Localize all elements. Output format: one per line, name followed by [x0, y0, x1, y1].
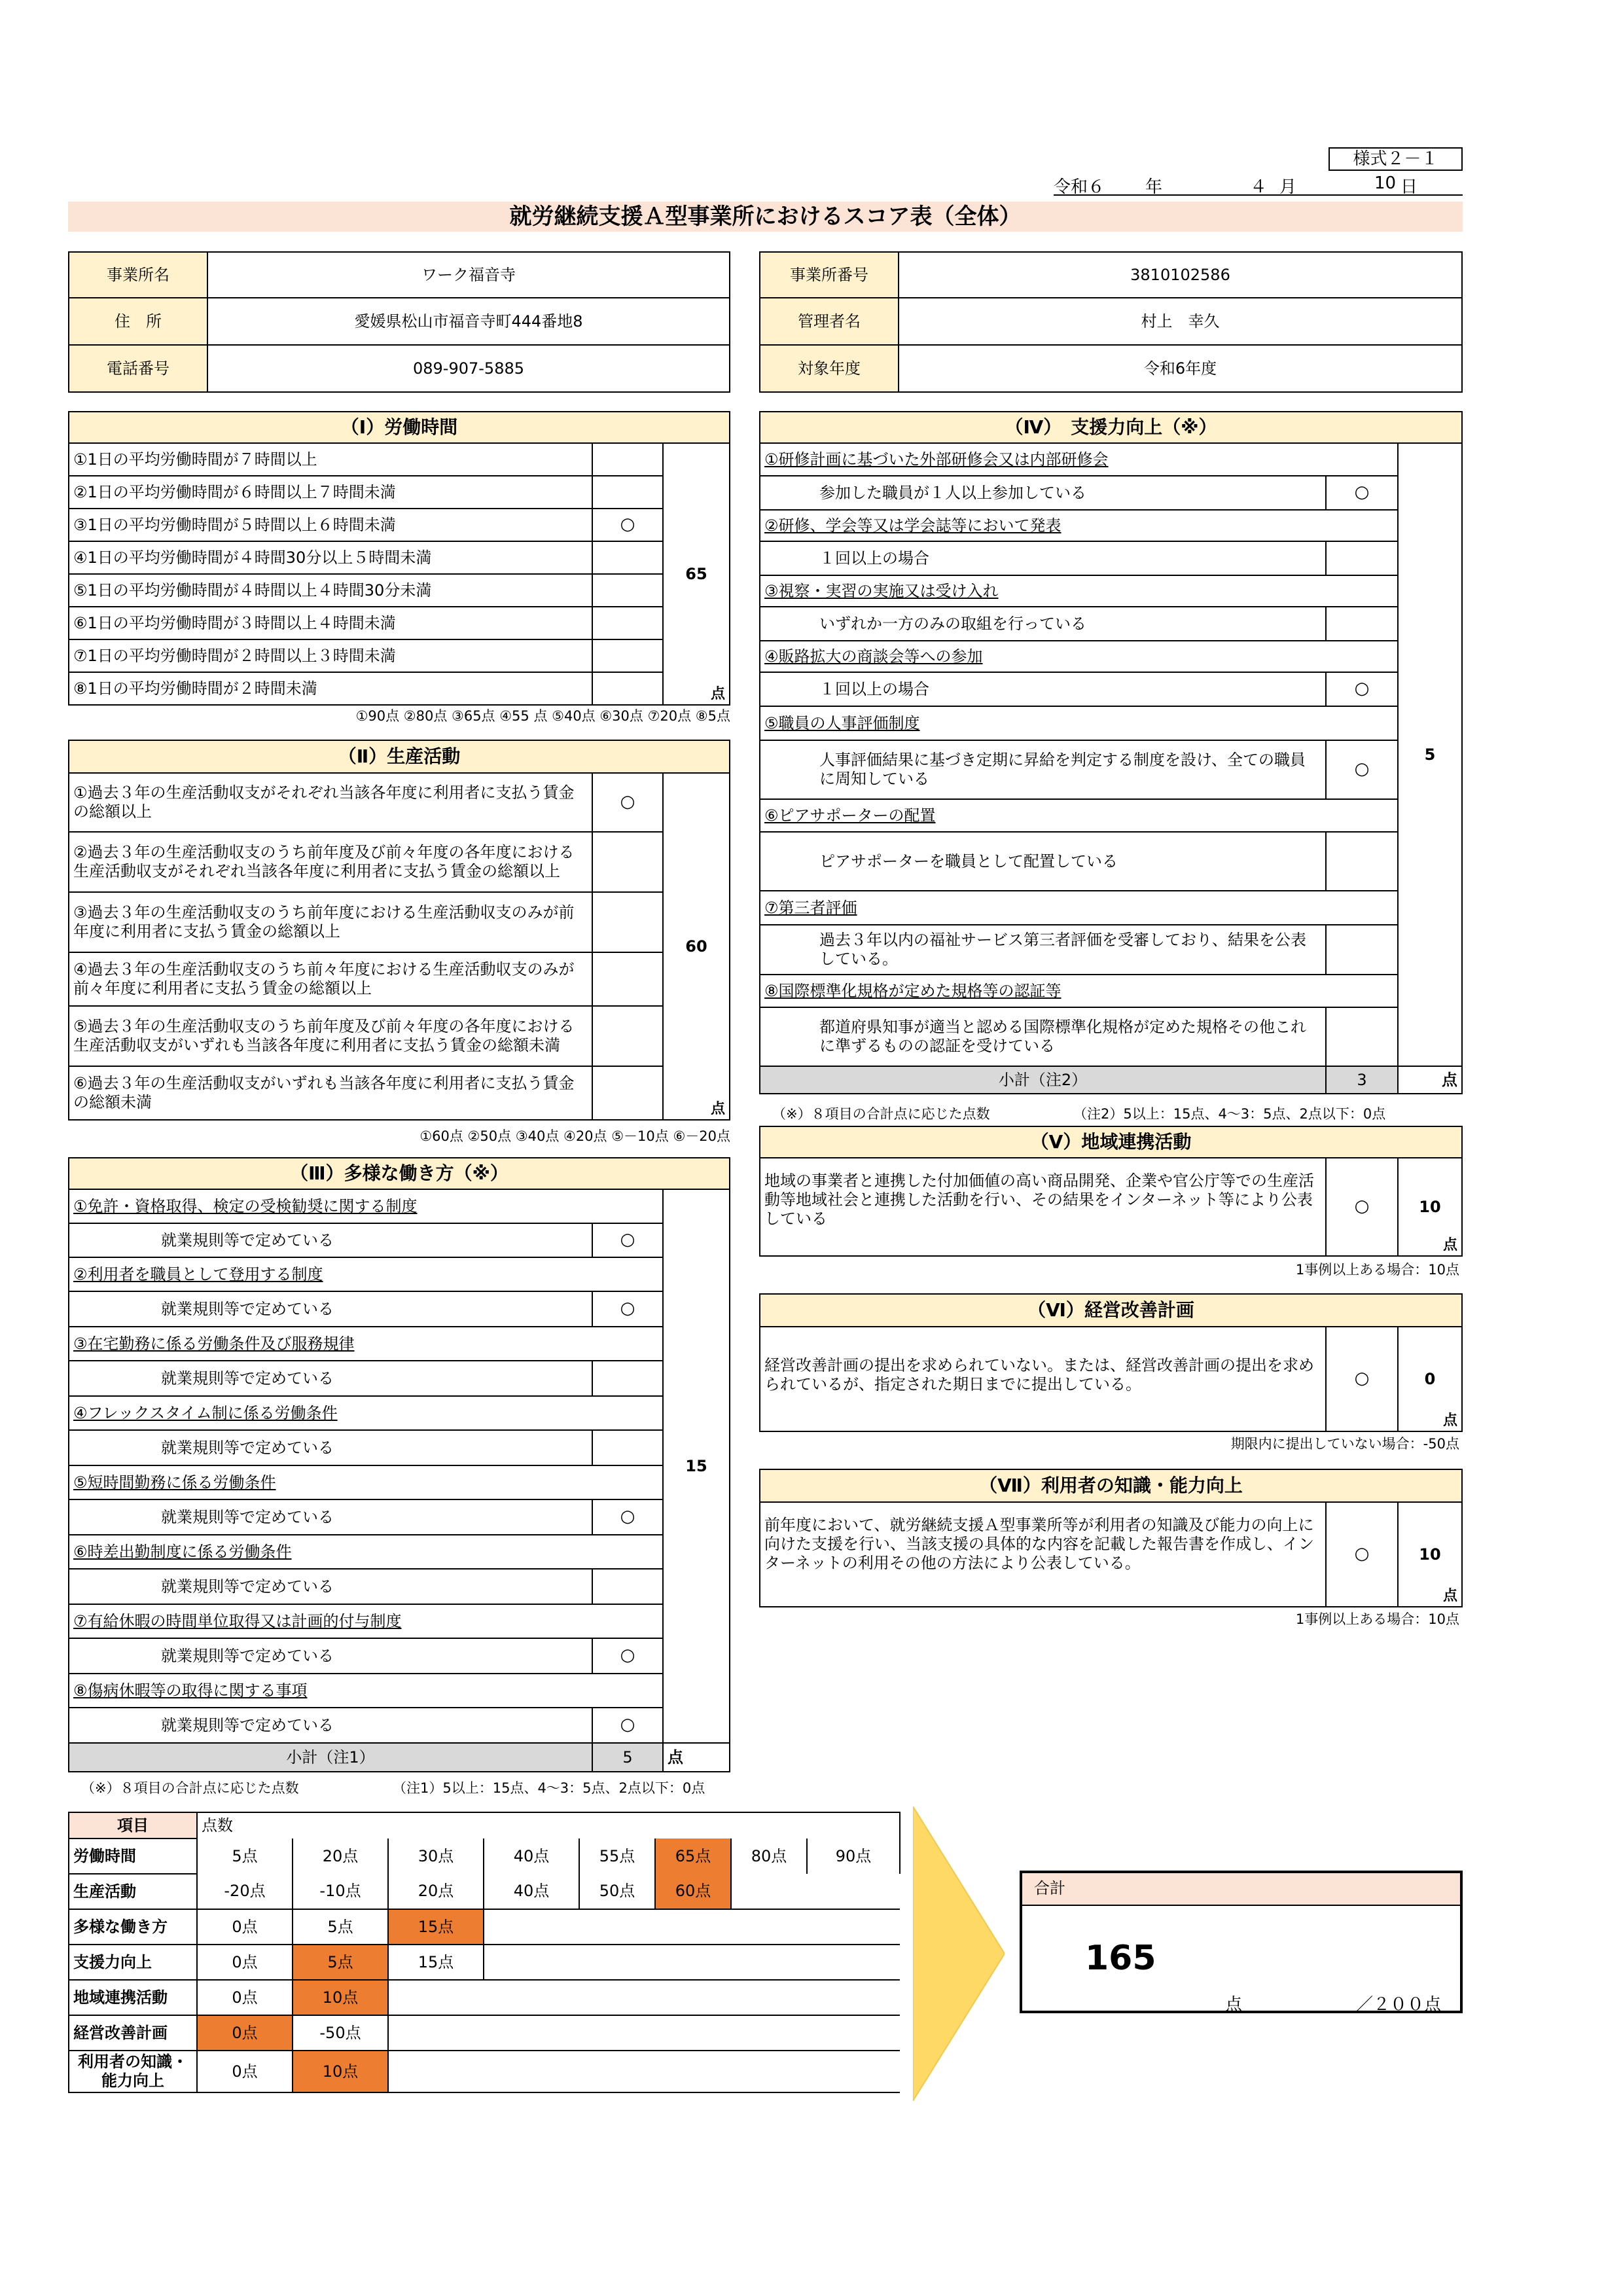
s4-item-sub: いずれか一方のみの取組を行っている — [760, 607, 1326, 641]
s1-item: ⑧1日の平均労働時間が２時間未満 — [69, 672, 592, 705]
section-1-title: （Ⅰ）労働時間 — [69, 412, 730, 443]
s2-unit: 点 — [710, 1100, 725, 1117]
summary-empty-cell — [484, 1980, 579, 2015]
s4-item-heading: ②研修、学会等又は学会誌等において発表 — [760, 510, 1398, 541]
summary-cell: 5点 — [293, 1909, 388, 1945]
info-value: 令和6年度 — [899, 345, 1462, 392]
s6-score: 0 — [1424, 1369, 1436, 1388]
summary-cell: 30点 — [388, 1839, 484, 1874]
summary-cell: 80点 — [731, 1839, 807, 1874]
summary-empty-cell — [655, 1980, 731, 2015]
s3-check-mark — [592, 1430, 663, 1465]
summary-empty-cell — [579, 2051, 655, 2092]
s5-check-mark: ○ — [1326, 1158, 1398, 1256]
s4-check-mark: ○ — [1326, 672, 1398, 706]
s4-check-mark — [1326, 607, 1398, 641]
summary-empty-cell — [655, 2015, 731, 2051]
s1-item: ①1日の平均労働時間が７時間以上 — [69, 443, 592, 476]
summary-cell: 5点 — [197, 1839, 293, 1874]
summary-empty-cell — [655, 1945, 731, 1980]
s3-check-mark: ○ — [592, 1223, 663, 1257]
s5-text: 地域の事業者と連携した付加価値の高い商品開発、企業や官公庁等での生産活動等地域社会と連携した活動を行い、その結果をインターネット等により公表している — [760, 1158, 1326, 1256]
s4-item-heading: ④販路拡大の商談会等への参加 — [760, 641, 1398, 672]
s4-check-mark — [1326, 832, 1398, 891]
s3-item-sub: 就業規則等で定めている — [69, 1499, 592, 1535]
date-month: ４ — [1250, 177, 1268, 197]
summary-cell: 0点 — [197, 1980, 293, 2015]
summary-cell: 20点 — [293, 1839, 388, 1874]
info-label: 事業所番号 — [760, 252, 899, 298]
s4-item-heading: ⑥ピアサポーターの配置 — [760, 799, 1398, 832]
s3-check-mark: ○ — [592, 1291, 663, 1327]
s4-check-mark — [1326, 925, 1398, 975]
s4-item-sub: １回以上の場合 — [760, 672, 1326, 706]
summary-empty-cell — [388, 1980, 484, 2015]
summary-cell: -50点 — [293, 2015, 388, 2051]
summary-col-points: 点数 — [197, 1812, 900, 1839]
s3-note-a: （※）８項目の合計点に応じた点数 — [81, 1780, 299, 1796]
section-6-title: （Ⅵ）経営改善計画 — [760, 1294, 1462, 1327]
summary-empty-cell — [484, 2051, 579, 2092]
s1-score: 65 — [685, 564, 707, 583]
summary-empty-cell — [655, 2051, 731, 2092]
info-label: 住 所 — [69, 298, 207, 345]
s7-text: 前年度において、就労継続支援Ａ型事業所等が利用者の知識及び能力の向上に向けた支援を行い、当該支援の具体的な内容を記載した報告書を作成し、インターネットの利用その他の方法により公表している。 — [760, 1502, 1326, 1607]
s1-item: ⑥1日の平均労働時間が３時間以上４時間未満 — [69, 607, 592, 639]
section-7-title: （Ⅶ）利用者の知識・能力向上 — [760, 1469, 1462, 1502]
section-7-table — [759, 1469, 1463, 1607]
s2-check-mark: ○ — [592, 773, 663, 832]
summary-empty-cell — [807, 1909, 900, 1945]
info-value: 089-907-5885 — [207, 345, 730, 392]
s2-item: ②過去３年の生産活動収支のうち前年度及び前々年度の各年度における生産活動収支がそれぞれ当該各年度に利用者に支払う賃金の総額以上 — [69, 832, 592, 892]
section-5-table — [759, 1126, 1463, 1257]
s3-check-mark — [592, 1569, 663, 1604]
summary-cell: 0点 — [197, 1945, 293, 1980]
s3-check-mark — [592, 1361, 663, 1396]
s3-subtotal-label: 小計（注1） — [69, 1743, 592, 1772]
summary-empty-cell — [731, 2015, 807, 2051]
date-year-unit: 年 — [1145, 177, 1163, 197]
s4-item-sub: １回以上の場合 — [760, 541, 1326, 575]
s3-item-heading: ②利用者を職員として登用する制度 — [69, 1257, 663, 1291]
summary-cell: 50点 — [579, 1874, 655, 1909]
s4-item-sub: 都道府県知事が適当と認める国際標準化規格が定めた規格その他これに準ずるものの認証を受けている — [760, 1007, 1326, 1066]
total-box — [1020, 1871, 1463, 2013]
s3-item-heading: ⑦有給休暇の時間単位取得又は計画的付与制度 — [69, 1604, 663, 1638]
s4-item-sub: ピアサポーターを職員として配置している — [760, 832, 1326, 891]
s7-unit: 点 — [1442, 1587, 1457, 1604]
s3-item-sub: 就業規則等で定めている — [69, 1223, 592, 1257]
s2-note: ①60点 ②50点 ③40点 ④20点 ⑤－10点 ⑥－20点 — [419, 1128, 730, 1144]
s7-score: 10 — [1419, 1545, 1441, 1564]
summary-row-label: 支援力向上 — [69, 1945, 197, 1980]
summary-empty-cell — [388, 2051, 484, 2092]
info-value: 3810102586 — [899, 252, 1462, 298]
s4-subtotal-label: 小計（注2） — [760, 1066, 1326, 1094]
s2-item: ⑥過去３年の生産活動収支がいずれも当該各年度に利用者に支払う賃金の総額未満 — [69, 1066, 592, 1120]
summary-cell: 15点 — [388, 1945, 484, 1980]
summary-row-label: 多様な働き方 — [69, 1909, 197, 1945]
summary-empty-cell — [807, 2015, 900, 2051]
s6-score-cell — [1398, 1327, 1462, 1431]
summary-empty-cell — [579, 1909, 655, 1945]
info-label: 管理者名 — [760, 298, 899, 345]
page-title: 就労継続支援Ａ型事業所におけるスコア表（全体） — [68, 202, 1463, 232]
s4-item-heading: ⑤職員の人事評価制度 — [760, 706, 1398, 740]
s6-note: 期限内に提出していない場合：-50点 — [1230, 1436, 1459, 1452]
summary-empty-cell — [484, 1945, 579, 1980]
form-label: 様式２－１ — [1329, 147, 1463, 171]
summary-row-label: 労働時間 — [69, 1839, 197, 1874]
s4-subtotal: 3 — [1326, 1066, 1398, 1094]
s1-score-cell — [663, 443, 730, 705]
summary-cell: -10点 — [293, 1874, 388, 1909]
summary-cell-selected: 10点 — [293, 1980, 388, 2015]
summary-row-label: 生産活動 — [69, 1874, 197, 1909]
section-1-table — [68, 411, 730, 706]
s3-item-sub: 就業規則等で定めている — [69, 1430, 592, 1465]
summary-row-label: 経営改善計画 — [69, 2015, 197, 2051]
s4-item-heading: ⑧国際標準化規格が定めた規格等の認証等 — [760, 975, 1398, 1007]
s7-score-cell — [1398, 1502, 1462, 1607]
s2-score-cell — [663, 773, 730, 1120]
s7-check-mark: ○ — [1326, 1502, 1398, 1607]
summary-cell: -20点 — [197, 1874, 293, 1909]
s4-item-sub: 過去３年以内の福祉サービス第三者評価を受審しており、結果を公表している。 — [760, 925, 1326, 975]
s3-check-mark: ○ — [592, 1499, 663, 1535]
summary-empty-cell — [731, 1980, 807, 2015]
s4-item-heading: ①研修計画に基づいた外部研修会又は内部研修会 — [760, 443, 1398, 476]
s1-unit: 点 — [710, 685, 725, 702]
date-month-unit: 月 — [1279, 177, 1297, 197]
s4-check-mark: ○ — [1326, 740, 1398, 799]
s1-item: ④1日の平均労働時間が４時間30分以上５時間未満 — [69, 541, 592, 574]
s4-score: 5 — [1398, 443, 1462, 1066]
summary-col-item: 項目 — [69, 1812, 197, 1839]
summary-empty-cell — [388, 2015, 484, 2051]
summary-empty-cell — [731, 1909, 807, 1945]
total-unit: 点 — [1225, 1995, 1243, 2015]
s3-item-sub: 就業規則等で定めている — [69, 1638, 592, 1674]
date-day-unit: 日 — [1400, 177, 1418, 197]
s3-item-sub: 就業規則等で定めている — [69, 1569, 592, 1604]
summary-cell-selected: 15点 — [388, 1909, 484, 1945]
s5-score-cell — [1398, 1158, 1462, 1256]
s3-item-sub: 就業規則等で定めている — [69, 1708, 592, 1743]
summary-cell: 20点 — [388, 1874, 484, 1909]
summary-cell: 0点 — [197, 1909, 293, 1945]
s4-check-mark — [1326, 1007, 1398, 1066]
summary-empty-cell — [807, 1945, 900, 1980]
s4-note-a: （※）８項目の合計点に応じた点数 — [772, 1106, 990, 1122]
summary-empty-cell — [807, 1874, 900, 1909]
summary-cell-selected: 60点 — [655, 1874, 731, 1909]
summary-empty-cell — [731, 1874, 807, 1909]
s6-unit: 点 — [1442, 1412, 1457, 1429]
s1-item: ③1日の平均労働時間が５時間以上６時間未満 — [69, 509, 592, 541]
summary-empty-cell — [579, 2015, 655, 2051]
summary-cell: 55点 — [579, 1839, 655, 1874]
s3-item-sub: 就業規則等で定めている — [69, 1291, 592, 1327]
summary-cell: 40点 — [484, 1839, 579, 1874]
s1-check-mark: ○ — [592, 509, 663, 541]
s5-note: 1事例以上ある場合：10点 — [1295, 1262, 1459, 1278]
s4-note-b: （注2）5以上：15点、4～3：5点、2点以下：0点 — [1073, 1106, 1386, 1122]
total-max: ／２００点 — [1356, 1995, 1442, 2015]
summary-cell-selected: 10点 — [293, 2051, 388, 2092]
date-day: 10 — [1374, 173, 1397, 193]
s4-item-heading: ③視察・実習の実施又は受け入れ — [760, 575, 1398, 607]
s4-item-sub: 人事評価結果に基づき定期に昇給を判定する制度を設け、全ての職員に周知している — [760, 740, 1326, 799]
section-2-title: （Ⅱ）生産活動 — [69, 740, 730, 773]
section-4-title: （Ⅳ） 支援力向上（※） — [760, 412, 1462, 443]
s3-score: 15 — [663, 1189, 730, 1743]
s5-unit: 点 — [1442, 1236, 1457, 1253]
info-right-table — [759, 251, 1463, 393]
info-label: 対象年度 — [760, 345, 899, 392]
section-2-table — [68, 740, 730, 1121]
s2-item: ③過去３年の生産活動収支のうち前年度における生産活動収支のみが前年度に利用者に支払う賃金の総額以上 — [69, 892, 592, 952]
summary-empty-cell — [655, 1909, 731, 1945]
s3-item-heading: ①免許・資格取得、検定の受検勧奨に関する制度 — [69, 1189, 663, 1223]
s3-note-b: （注1）5以上：15点、4～3：5点、2点以下：0点 — [393, 1780, 705, 1796]
s3-item-heading: ⑥時差出勤制度に係る労働条件 — [69, 1535, 663, 1569]
arrow-icon — [913, 1806, 1005, 2101]
info-value: 村上 幸久 — [899, 298, 1462, 345]
s2-item: ④過去３年の生産活動収支のうち前々年度における生産活動収支のみが前々年度に利用者に支払う賃金の総額以上 — [69, 952, 592, 1006]
summary-empty-cell — [731, 2051, 807, 2092]
info-left-table — [68, 251, 730, 393]
s3-item-sub: 就業規則等で定めている — [69, 1361, 592, 1396]
summary-cell: 90点 — [807, 1839, 900, 1874]
s2-score: 60 — [685, 937, 707, 956]
info-label: 事業所名 — [69, 252, 207, 298]
summary-cell-selected: 5点 — [293, 1945, 388, 1980]
s3-item-heading: ⑤短時間勤務に係る労働条件 — [69, 1465, 663, 1499]
s1-item: ⑤1日の平均労働時間が４時間以上４時間30分未満 — [69, 574, 592, 607]
summary-empty-cell — [484, 1909, 579, 1945]
s6-text: 経営改善計画の提出を求められていない。または、経営改善計画の提出を求められているが、指定された期日までに提出している。 — [760, 1327, 1326, 1431]
s3-item-heading: ③在宅勤務に係る労働条件及び服務規律 — [69, 1327, 663, 1361]
s4-item-sub: 参加した職員が１人以上参加している — [760, 476, 1326, 510]
s4-check-mark: ○ — [1326, 476, 1398, 510]
summary-empty-cell — [807, 1980, 900, 2015]
section-3-title: （Ⅲ）多様な働き方（※） — [69, 1158, 730, 1189]
s3-item-heading: ④フレックスタイム制に係る労働条件 — [69, 1396, 663, 1430]
summary-empty-cell — [484, 2015, 579, 2051]
s6-check-mark: ○ — [1326, 1327, 1398, 1431]
s2-item: ①過去３年の生産活動収支がそれぞれ当該各年度に利用者に支払う賃金の総額以上 — [69, 773, 592, 832]
summary-cell: 0点 — [197, 2051, 293, 2092]
s7-note: 1事例以上ある場合：10点 — [1295, 1611, 1459, 1627]
info-value: 愛媛県松山市福音寺町444番地8 — [207, 298, 730, 345]
s2-item: ⑤過去３年の生産活動収支のうち前年度及び前々年度の各年度における生産活動収支がいずれも当該各年度に利用者に支払う賃金の総額未満 — [69, 1006, 592, 1066]
summary-cell: 40点 — [484, 1874, 579, 1909]
summary-empty-cell — [731, 1945, 807, 1980]
section-3-table — [68, 1157, 730, 1772]
total-value: 165 — [1085, 1939, 1156, 1978]
date-era: 令和６ — [1054, 177, 1105, 197]
s3-item-heading: ⑧傷病休暇等の取得に関する事項 — [69, 1674, 663, 1708]
summary-empty-cell — [579, 1945, 655, 1980]
s4-unit: 点 — [1398, 1066, 1462, 1094]
total-label: 合計 — [1022, 1873, 1460, 1906]
date-row — [1054, 173, 1463, 196]
s1-note: ①90点 ②80点 ③65点 ④55 点 ⑤40点 ⑥30点 ⑦20点 ⑧5点 — [355, 708, 730, 724]
s4-item-heading: ⑦第三者評価 — [760, 891, 1398, 925]
s1-item: ⑦1日の平均労働時間が２時間以上３時間未満 — [69, 639, 592, 672]
section-5-title: （Ⅴ）地域連携活動 — [760, 1126, 1462, 1158]
section-4-table — [759, 411, 1463, 1094]
summary-row-label: 地域連携活動 — [69, 1980, 197, 2015]
s3-unit: 点 — [663, 1743, 730, 1772]
s5-score: 10 — [1419, 1197, 1441, 1216]
section-6-table — [759, 1293, 1463, 1432]
info-label: 電話番号 — [69, 345, 207, 392]
s4-check-mark — [1326, 541, 1398, 575]
s1-item: ②1日の平均労働時間が６時間以上７時間未満 — [69, 476, 592, 509]
summary-empty-cell — [807, 2051, 900, 2092]
summary-row-label: 利用者の知識・能力向上 — [69, 2051, 197, 2092]
summary-cell-selected: 65点 — [655, 1839, 731, 1874]
info-value: ワーク福音寺 — [207, 252, 730, 298]
summary-cell-selected: 0点 — [197, 2015, 293, 2051]
s3-subtotal: 5 — [592, 1743, 663, 1772]
s3-check-mark: ○ — [592, 1638, 663, 1674]
summary-empty-cell — [579, 1980, 655, 2015]
summary-table — [68, 1812, 901, 2093]
s3-check-mark: ○ — [592, 1708, 663, 1743]
